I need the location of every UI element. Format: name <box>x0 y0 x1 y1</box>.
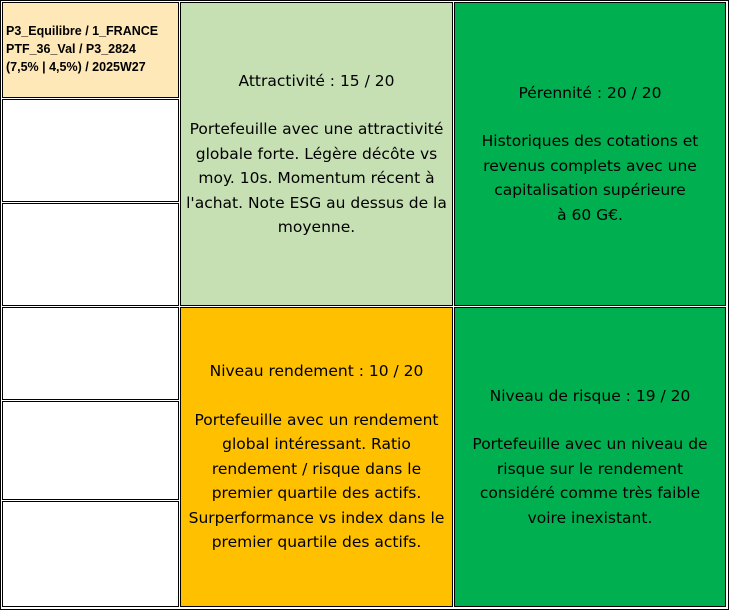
portfolio-header-cell <box>2 2 179 98</box>
rendement-line: Portefeuille avec un rendement <box>194 410 439 429</box>
rendement-line: rendement / risque dans le <box>211 459 422 478</box>
blank-cell-4 <box>2 401 179 500</box>
header-line-3: (7,5% | 4,5%) / 2025W27 <box>6 60 146 74</box>
attractivite-line: Portefeuille avec une attractivité <box>189 120 444 138</box>
blank-cell-2 <box>2 203 179 306</box>
perennite-line: à 60 G€. <box>557 205 623 224</box>
attractivite-line: l'achat. Note ESG au dessus de la <box>186 193 447 212</box>
rendement-line: premier quartile des actifs. <box>211 533 422 552</box>
attractivite-quadrant <box>180 2 453 306</box>
blank-cell-1 <box>2 99 179 202</box>
header-line-2: PTF_36_Val / P3_2824 <box>6 42 136 56</box>
attractivite-line: moy. 10s. Momentum récent à <box>198 169 435 187</box>
rendement-line: premier quartile des actifs. <box>211 484 422 503</box>
risque-title: Niveau de risque : 19 / 20 <box>489 386 691 405</box>
risque-line: voire inexistant. <box>527 508 653 527</box>
perennite-line: revenus complets avec une <box>483 156 697 175</box>
blank-cell-5 <box>2 501 179 607</box>
blank-cell-3 <box>2 307 179 400</box>
perennite-line: capitalisation supérieure <box>494 181 686 200</box>
rendement-line: Surperformance vs index dans le <box>188 508 445 527</box>
attractivite-title: Attractivité : 15 / 20 <box>238 71 395 90</box>
rendement-quadrant <box>180 307 453 607</box>
perennite-description <box>482 129 699 227</box>
rendement-description <box>189 408 445 555</box>
risque-description <box>472 432 707 530</box>
perennite-line: Historiques des cotations et <box>481 132 699 151</box>
risque-line: considéré comme très faible <box>479 484 701 503</box>
attractivite-line: moyenne. <box>277 218 356 236</box>
attractivite-line: globale forte. Légère décôte vs <box>195 144 438 163</box>
rendement-line: global intéressant. Ratio <box>222 435 411 454</box>
risque-quadrant <box>454 307 726 607</box>
perennite-quadrant <box>454 2 726 306</box>
header-line-1: P3_Equilibre / 1_FRANCE <box>6 24 159 38</box>
risque-line: Portefeuille avec un niveau de <box>472 435 708 454</box>
attractivite-description <box>186 117 447 240</box>
perennite-title: Pérennité : 20 / 20 <box>518 83 662 102</box>
risque-line: risque sur le rendement <box>496 459 684 478</box>
rendement-title: Niveau rendement : 10 / 20 <box>209 362 424 381</box>
